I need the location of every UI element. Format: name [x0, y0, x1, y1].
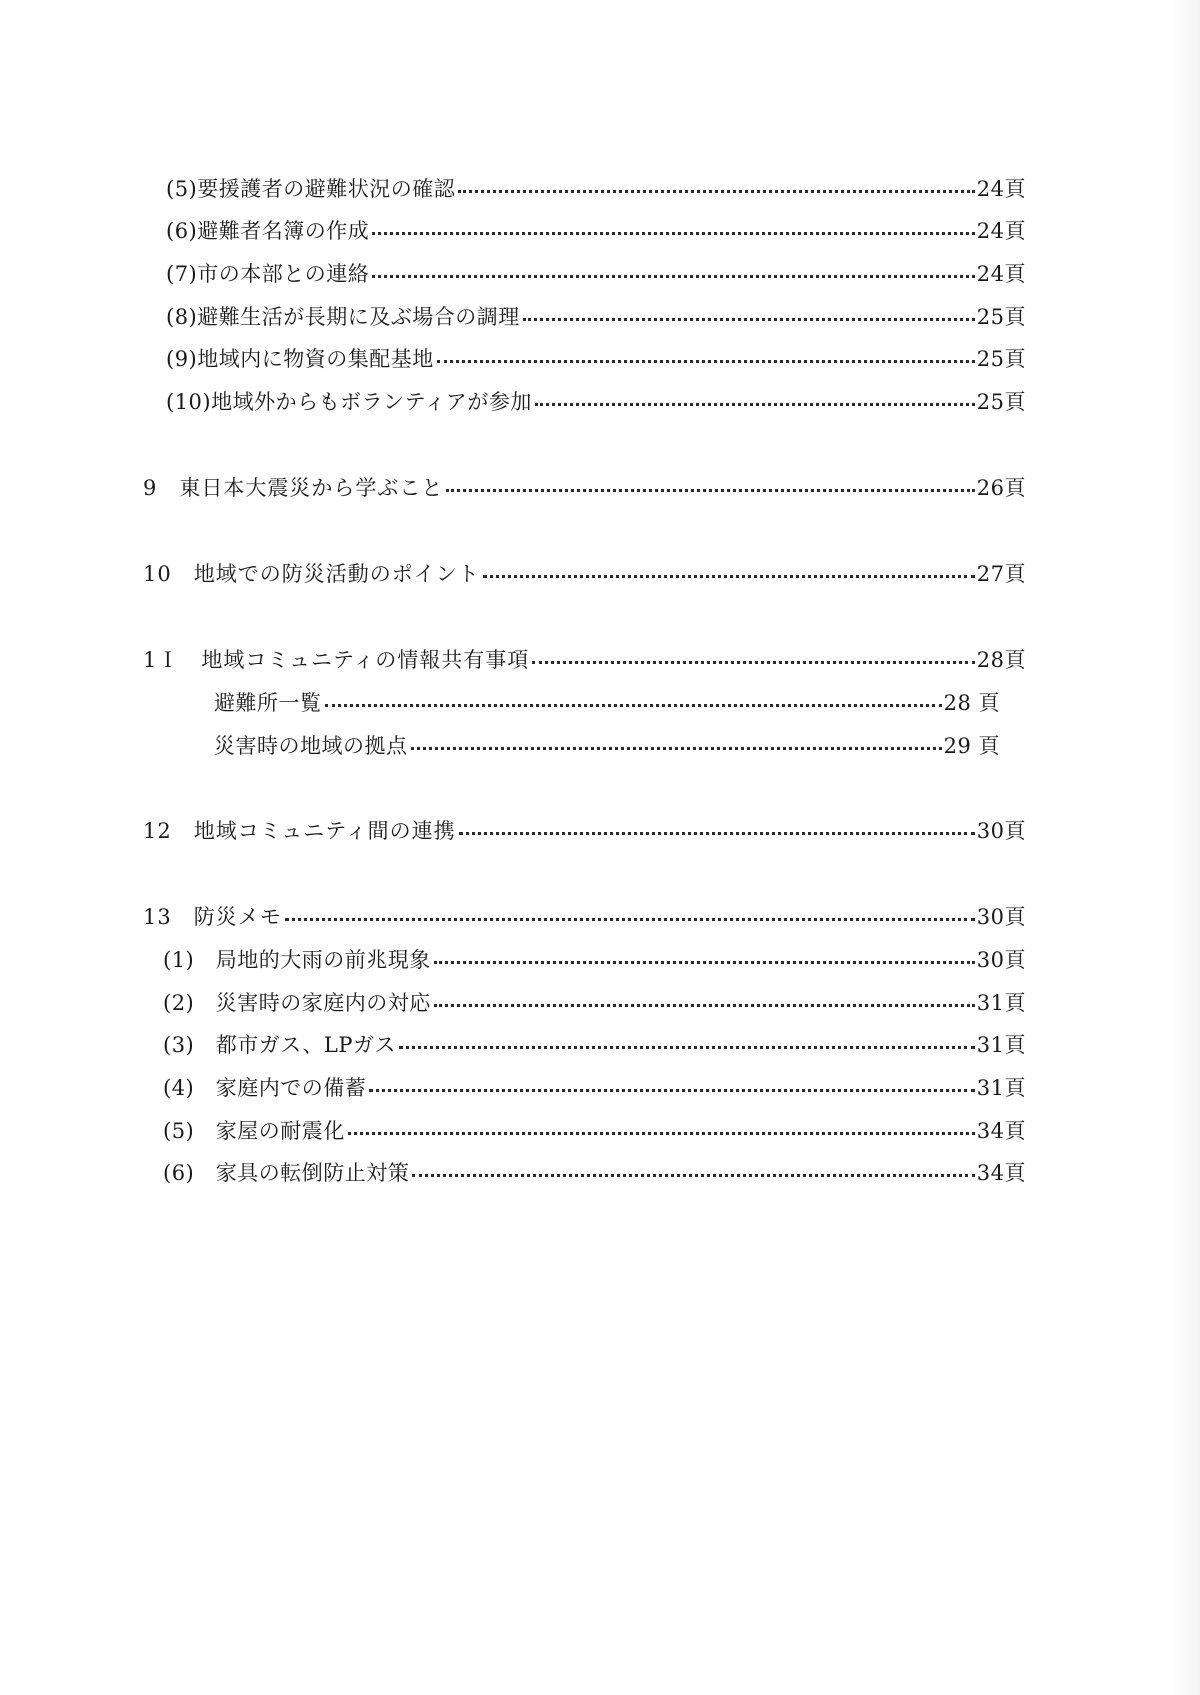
toc-entry-page: 25頁 [976, 390, 1026, 414]
toc-entry-7-city-hq-contact [166, 257, 1026, 291]
toc-entry-page: 28 頁 [943, 691, 1000, 715]
toc-section-10 [143, 557, 1026, 591]
dot-leader [434, 1004, 975, 1007]
toc-entry-label: (6) 家具の転倒防止対策 [163, 1161, 410, 1185]
toc-entry-page: 29 頁 [943, 734, 1000, 758]
dot-leader [483, 575, 975, 578]
toc-entry-label: (8)避難生活が長期に及ぶ場合の調理 [166, 305, 520, 329]
toc-entry-label: (3) 都市ガス、LPガス [163, 1033, 396, 1057]
toc-entry-page: 31頁 [976, 991, 1026, 1015]
toc-entry-label: 9 東日本大震災から学ぶこと [143, 476, 444, 500]
dot-leader [459, 832, 975, 835]
toc-entry-page: 31頁 [976, 1033, 1026, 1057]
toc-entry-label: 1Ｉ 地域コミュニティの情報共有事項 [143, 648, 530, 672]
toc-entry-5-evacuation-status [166, 172, 1026, 206]
toc-item-shelter-list [214, 686, 1000, 720]
toc-entry-page: 26頁 [976, 476, 1026, 500]
dot-leader [523, 318, 975, 321]
toc-entry-label: 13 防災メモ [143, 905, 282, 929]
toc-entry-label: (2) 災害時の家庭内の対応 [163, 991, 431, 1015]
dot-leader [411, 747, 942, 750]
toc-entry-page: 24頁 [976, 219, 1026, 243]
dot-leader [458, 190, 975, 193]
toc-entry-page: 30頁 [976, 948, 1026, 972]
dot-leader [285, 918, 975, 921]
toc-section-9 [143, 471, 1026, 505]
toc-entry-page: 27頁 [976, 562, 1026, 586]
toc-item-disaster-bases [214, 729, 1000, 763]
toc-entry-page: 30頁 [976, 905, 1026, 929]
toc-memo-6-furniture [163, 1156, 1026, 1190]
dot-leader [399, 1046, 975, 1049]
toc-entry-label: 10 地域での防災活動のポイント [143, 562, 480, 586]
dot-leader [412, 1174, 975, 1177]
toc-memo-2-household-response [163, 986, 1026, 1020]
toc-entry-10-volunteers [166, 385, 1026, 419]
toc-section-13 [143, 900, 1026, 934]
toc-memo-3-gas [163, 1028, 1026, 1062]
toc-entry-6-evacuee-list [166, 214, 1026, 248]
toc-entry-label: (1) 局地的大雨の前兆現象 [163, 948, 431, 972]
toc-entry-label: (7)市の本部との連絡 [166, 262, 370, 286]
toc-entry-9-supply-base [166, 342, 1026, 376]
dot-leader [372, 232, 975, 235]
toc-memo-1-heavy-rain [163, 943, 1026, 977]
dot-leader [348, 1132, 975, 1135]
toc-memo-4-stockpile [163, 1071, 1026, 1105]
toc-entry-page: 30頁 [976, 819, 1026, 843]
toc-entry-label: (6)避難者名簿の作成 [166, 219, 370, 243]
toc-entry-label: (9)地域内に物資の集配基地 [166, 347, 434, 371]
toc-entry-page: 25頁 [976, 347, 1026, 371]
toc-entry-label: 避難所一覧 [214, 691, 322, 715]
toc-entry-label: 災害時の地域の拠点 [214, 734, 408, 758]
toc-entry-label: (5)要援護者の避難状況の確認 [166, 177, 456, 201]
toc-entry-page: 28頁 [976, 648, 1026, 672]
toc-entry-page: 25頁 [976, 305, 1026, 329]
dot-leader [535, 403, 975, 406]
toc-entry-page: 24頁 [976, 262, 1026, 286]
toc-entry-page: 31頁 [976, 1076, 1026, 1100]
toc-entry-label: (5) 家屋の耐震化 [163, 1119, 345, 1143]
toc-entry-page: 24頁 [976, 177, 1026, 201]
dot-leader [325, 704, 942, 707]
toc-entry-label: (10)地域外からもボランティアが参加 [166, 390, 532, 414]
toc-entry-page: 34頁 [976, 1161, 1026, 1185]
toc-section-12 [143, 814, 1026, 848]
toc-entry-label: 12 地域コミュニティ間の連携 [143, 819, 456, 843]
toc-entry-page: 34頁 [976, 1119, 1026, 1143]
toc-entry-8-long-term-cooking [166, 300, 1026, 334]
toc-memo-5-seismic [163, 1114, 1026, 1148]
dot-leader [532, 661, 975, 664]
dot-leader [372, 275, 975, 278]
toc-section-11 [143, 643, 1026, 677]
toc-entry-label: (4) 家庭内での備蓄 [163, 1076, 367, 1100]
dot-leader [446, 489, 974, 492]
dot-leader [434, 961, 975, 964]
dot-leader [369, 1089, 975, 1092]
dot-leader [437, 360, 975, 363]
